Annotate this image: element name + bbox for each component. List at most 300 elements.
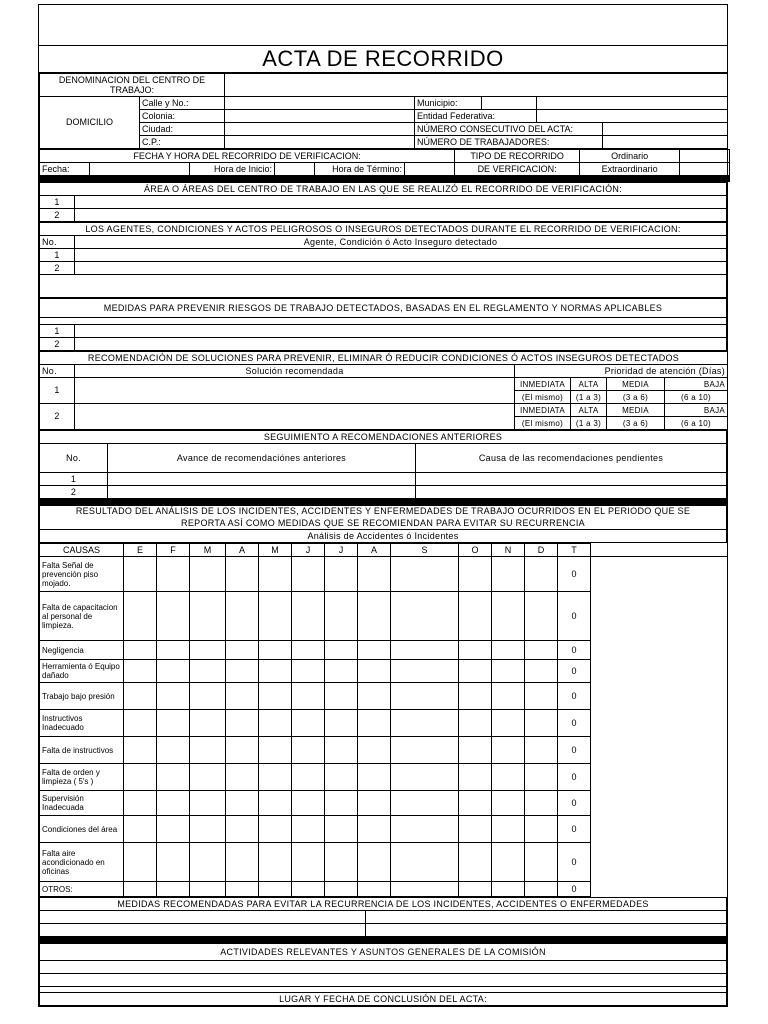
seguimiento-col-no: No. <box>40 444 108 473</box>
causa-month-cell[interactable] <box>190 843 226 882</box>
causa-name: Negligencia <box>40 641 124 660</box>
soluciones-row-no: 1 <box>40 378 75 404</box>
table-row <box>40 764 728 791</box>
causa-month-cell[interactable] <box>190 660 226 683</box>
seguimiento-causa-field[interactable] <box>416 486 727 499</box>
causa-month-cell[interactable] <box>226 882 259 897</box>
month-header: F <box>157 544 190 557</box>
agentes-header: LOS AGENTES, CONDICIONES Y ACTOS PELIGROSOS O INSEGUROS DETECTADOS DURANTE EL RECORRIDO DE VERIFICACION: <box>40 223 727 236</box>
causa-total: 0 <box>558 737 591 764</box>
causa-total: 0 <box>558 683 591 710</box>
causa-month-cell[interactable] <box>391 882 459 897</box>
causa-month-cell[interactable] <box>459 764 492 791</box>
medidas-table <box>39 298 727 351</box>
causa-month-cell[interactable] <box>492 660 525 683</box>
causas-table <box>39 543 727 897</box>
causas-right-blank <box>591 660 728 683</box>
causa-total: 0 <box>558 557 591 592</box>
causa-month-cell[interactable] <box>391 816 459 843</box>
ordinario-checkbox[interactable] <box>680 150 730 163</box>
causa-month-cell[interactable] <box>157 882 190 897</box>
causa-month-cell[interactable] <box>325 816 358 843</box>
causa-month-cell[interactable] <box>492 592 525 641</box>
causa-month-cell[interactable] <box>157 816 190 843</box>
month-header: S <box>391 544 459 557</box>
causas-label: CAUSAS <box>40 544 124 557</box>
causa-month-cell[interactable] <box>459 660 492 683</box>
causa-month-cell[interactable] <box>259 592 292 641</box>
table-row <box>40 882 728 897</box>
table-row <box>40 843 728 882</box>
causa-month-cell[interactable] <box>124 660 157 683</box>
ciudad-field[interactable] <box>225 123 415 136</box>
seguimiento-avance-field[interactable] <box>108 473 416 486</box>
month-header: N <box>492 544 525 557</box>
recurrencia-field-left[interactable] <box>40 911 366 924</box>
causa-month-cell[interactable] <box>525 791 558 816</box>
causa-name: Falta de capacitacion al personal de limpieza. <box>40 592 124 641</box>
causa-month-cell[interactable] <box>259 557 292 592</box>
month-header: J <box>292 544 325 557</box>
causa-month-cell[interactable] <box>157 710 190 737</box>
causa-month-cell[interactable] <box>292 592 325 641</box>
municipio-label: Municipio: <box>415 97 482 110</box>
causa-month-cell[interactable] <box>391 843 459 882</box>
causa-month-cell[interactable] <box>525 660 558 683</box>
causa-month-cell[interactable] <box>358 791 391 816</box>
month-header: M <box>190 544 226 557</box>
causa-month-cell[interactable] <box>459 641 492 660</box>
causa-month-cell[interactable] <box>459 816 492 843</box>
causa-month-cell[interactable] <box>190 592 226 641</box>
causa-month-cell[interactable] <box>325 557 358 592</box>
month-header: M <box>259 544 292 557</box>
causa-month-cell[interactable] <box>292 660 325 683</box>
calle-label: Calle y No.: <box>140 97 225 110</box>
consecutivo-field[interactable] <box>603 123 728 136</box>
media-label[interactable]: MEDIA <box>607 378 665 391</box>
causa-month-cell[interactable] <box>157 791 190 816</box>
alta-sub: (1 a 3) <box>571 417 607 430</box>
trabajadores-field[interactable] <box>603 136 728 149</box>
entidad-label: Entidad Federativa: <box>415 110 537 123</box>
causas-right-blank <box>591 683 728 710</box>
causa-month-cell[interactable] <box>292 737 325 764</box>
causa-month-cell[interactable] <box>391 683 459 710</box>
causa-month-cell[interactable] <box>525 816 558 843</box>
ciudad-label: Ciudad: <box>140 123 225 136</box>
causa-month-cell[interactable] <box>459 683 492 710</box>
causa-month-cell[interactable] <box>525 843 558 882</box>
causa-month-cell[interactable] <box>391 557 459 592</box>
causa-month-cell[interactable] <box>358 660 391 683</box>
causa-name: Instructivos Inadecuado <box>40 710 124 737</box>
causa-month-cell[interactable] <box>525 557 558 592</box>
causas-right-blank <box>591 791 728 816</box>
causa-total: 0 <box>558 882 591 897</box>
causa-month-cell[interactable] <box>157 592 190 641</box>
causa-month-cell[interactable] <box>124 683 157 710</box>
causa-month-cell[interactable] <box>226 737 259 764</box>
table-row <box>40 791 728 816</box>
causa-month-cell[interactable] <box>124 791 157 816</box>
medidas-header: MEDIDAS PARA PREVENIR RIESGOS DE TRABAJO DETECTADOS, BASADAS EN EL REGLAMENTO Y NORMAS APLICABLES <box>40 299 727 318</box>
causa-month-cell[interactable] <box>459 592 492 641</box>
soluciones-col-prio: Prioridad de atención (Días) <box>515 365 728 378</box>
causa-month-cell[interactable] <box>157 683 190 710</box>
causa-total: 0 <box>558 592 591 641</box>
causa-name: Falta Señal de prevención piso mojado. <box>40 557 124 592</box>
lugar-header: LUGAR Y FECHA DE CONCLUSIÓN DEL ACTA: <box>40 993 727 1006</box>
table-row <box>40 816 728 843</box>
medidas-row-field[interactable] <box>75 325 727 338</box>
domicilio-table <box>39 73 728 149</box>
fecha-field[interactable] <box>90 163 190 176</box>
causa-month-cell[interactable] <box>157 764 190 791</box>
causa-month-cell[interactable] <box>492 843 525 882</box>
medidas-row-field[interactable] <box>75 338 727 351</box>
causa-month-cell[interactable] <box>292 710 325 737</box>
causa-name: Falta de orden y limpieza ( 5's ) <box>40 764 124 791</box>
causa-month-cell[interactable] <box>292 816 325 843</box>
causa-month-cell[interactable] <box>259 882 292 897</box>
causa-month-cell[interactable] <box>259 843 292 882</box>
causa-month-cell[interactable] <box>525 737 558 764</box>
causa-month-cell[interactable] <box>325 791 358 816</box>
recurrencia-field-left[interactable] <box>40 924 366 937</box>
causa-total: 0 <box>558 843 591 882</box>
soluciones-table <box>39 351 728 430</box>
agentes-row-no: 2 <box>40 262 75 275</box>
header-table <box>39 5 727 73</box>
causa-month-cell[interactable] <box>124 710 157 737</box>
alta-label[interactable]: ALTA <box>571 404 607 417</box>
seguimiento-col-avance: Avance de recomendaciónes anteriores <box>108 444 416 473</box>
table-row <box>40 641 728 660</box>
inmediata-sub: (El mismo) <box>515 391 571 404</box>
causa-month-cell[interactable] <box>358 764 391 791</box>
month-header: O <box>459 544 492 557</box>
colonia-field[interactable] <box>225 110 415 123</box>
table-row <box>40 592 728 641</box>
causas-right-blank <box>591 557 728 592</box>
recurrencia-header: MEDIDAS RECOMENDADAS PARA EVITAR LA RECURRENCIA DE LOS INCIDENTES, ACCIDENTES O ENFERMEDADES <box>40 898 727 911</box>
resultado-line2: REPORTA ASÍ COMO MEDIDAS QUE SE RECOMIENDAN PARA EVITAR SU RECURRENCIA <box>40 517 727 530</box>
causa-month-cell[interactable] <box>190 737 226 764</box>
acta-form <box>38 4 728 1007</box>
soluciones-row-no: 2 <box>40 404 75 430</box>
causa-month-cell[interactable] <box>292 843 325 882</box>
causa-month-cell[interactable] <box>292 683 325 710</box>
recurrencia-field-right[interactable] <box>366 911 727 924</box>
inmediata-sub: (El mismo) <box>515 417 571 430</box>
causa-month-cell[interactable] <box>492 710 525 737</box>
causa-month-cell[interactable] <box>459 791 492 816</box>
recurrencia-table <box>39 897 727 943</box>
causa-month-cell[interactable] <box>226 683 259 710</box>
causa-month-cell[interactable] <box>292 641 325 660</box>
causa-month-cell[interactable] <box>157 737 190 764</box>
month-header: A <box>358 544 391 557</box>
table-row <box>40 683 728 710</box>
extraordinario-label: Extraordinario <box>580 163 680 176</box>
causa-month-cell[interactable] <box>358 683 391 710</box>
causa-total: 0 <box>558 660 591 683</box>
causa-month-cell[interactable] <box>325 882 358 897</box>
domicilio-label: DOMICILIO <box>40 97 140 149</box>
causa-month-cell[interactable] <box>226 592 259 641</box>
consecutivo-label: NÚMERO CONSECUTIVO DEL ACTA: <box>415 123 603 136</box>
causa-month-cell[interactable] <box>124 641 157 660</box>
causa-month-cell[interactable] <box>190 764 226 791</box>
causa-month-cell[interactable] <box>391 660 459 683</box>
causa-month-cell[interactable] <box>259 683 292 710</box>
causa-month-cell[interactable] <box>525 764 558 791</box>
seguimiento-table <box>39 430 727 505</box>
causa-month-cell[interactable] <box>492 557 525 592</box>
causas-right-blank <box>591 737 728 764</box>
causa-month-cell[interactable] <box>459 557 492 592</box>
month-header: D <box>525 544 558 557</box>
inicio-field[interactable] <box>275 163 315 176</box>
causa-month-cell[interactable] <box>492 816 525 843</box>
causa-month-cell[interactable] <box>492 683 525 710</box>
causas-right-blank <box>591 710 728 737</box>
causa-month-cell[interactable] <box>391 641 459 660</box>
soluciones-col-no: No. <box>40 365 75 378</box>
alta-label[interactable]: ALTA <box>571 378 607 391</box>
causa-month-cell[interactable] <box>190 710 226 737</box>
municipio-field[interactable] <box>482 97 537 110</box>
causa-month-cell[interactable] <box>259 737 292 764</box>
month-header: E <box>124 544 157 557</box>
spacer <box>40 275 727 298</box>
causa-month-cell[interactable] <box>391 791 459 816</box>
calle-field[interactable] <box>225 97 415 110</box>
causa-month-cell[interactable] <box>358 737 391 764</box>
causa-name: Trabajo bajo presión <box>40 683 124 710</box>
seguimiento-col-causa: Causa de las recomendaciones pendientes <box>416 444 727 473</box>
causas-right-blank <box>591 843 728 882</box>
causa-month-cell[interactable] <box>325 660 358 683</box>
causa-month-cell[interactable] <box>190 816 226 843</box>
causa-month-cell[interactable] <box>226 710 259 737</box>
municipio-extra <box>537 97 728 110</box>
cp-field[interactable] <box>225 136 415 149</box>
causa-month-cell[interactable] <box>358 641 391 660</box>
causa-month-cell[interactable] <box>226 843 259 882</box>
causa-month-cell[interactable] <box>525 592 558 641</box>
causa-month-cell[interactable] <box>325 592 358 641</box>
month-header: A <box>226 544 259 557</box>
baja-sub: (6 a 10) <box>665 417 728 430</box>
media-label[interactable]: MEDIA <box>607 404 665 417</box>
causa-month-cell[interactable] <box>358 592 391 641</box>
causa-month-cell[interactable] <box>157 641 190 660</box>
actividades-table <box>39 943 727 1006</box>
seguimiento-row-no: 2 <box>40 486 108 499</box>
seguimiento-header: SEGUIMIENTO A RECOMENDACIONES ANTERIORES <box>40 431 727 444</box>
causa-name: Falta aire acondicionado en oficinas <box>40 843 124 882</box>
extraordinario-checkbox[interactable] <box>680 163 730 176</box>
inmediata-label[interactable]: INMEDIATA <box>515 378 571 391</box>
media-sub: (3 a 6) <box>607 417 665 430</box>
trabajadores-label: NÚMERO DE TRABAJADORES: <box>415 136 603 149</box>
agentes-col-no: No. <box>40 236 75 249</box>
causa-month-cell[interactable] <box>391 737 459 764</box>
causa-name: Supervisión Inadecuada <box>40 791 124 816</box>
causa-month-cell[interactable] <box>190 641 226 660</box>
causa-month-cell[interactable] <box>226 791 259 816</box>
causa-month-cell[interactable] <box>325 764 358 791</box>
causa-month-cell[interactable] <box>358 557 391 592</box>
divider-bar <box>40 499 727 505</box>
resultado-table <box>39 505 727 543</box>
causa-month-cell[interactable] <box>226 641 259 660</box>
baja-label[interactable]: BAJA <box>665 378 728 391</box>
inmediata-label[interactable]: INMEDIATA <box>515 404 571 417</box>
centro-label: DENOMINACION DEL CENTRO DE TRABAJO: <box>40 74 225 97</box>
cp-label: C.P.: <box>140 136 225 149</box>
causas-right-blank <box>591 641 728 660</box>
causa-month-cell[interactable] <box>325 683 358 710</box>
causa-month-cell[interactable] <box>492 791 525 816</box>
areas-table <box>39 182 727 222</box>
entidad-field[interactable] <box>537 110 728 123</box>
causa-month-cell[interactable] <box>124 843 157 882</box>
causa-month-cell[interactable] <box>190 557 226 592</box>
causa-name: OTROS: <box>40 882 124 897</box>
causa-month-cell[interactable] <box>124 816 157 843</box>
causa-month-cell[interactable] <box>325 843 358 882</box>
soluciones-row-field[interactable] <box>75 378 515 404</box>
areas-row-field[interactable] <box>75 209 727 222</box>
causa-month-cell[interactable] <box>190 791 226 816</box>
termino-label: Hora de Término: <box>315 163 405 176</box>
agentes-row-field[interactable] <box>75 249 727 262</box>
causa-month-cell[interactable] <box>358 843 391 882</box>
month-header: J <box>325 544 358 557</box>
causa-month-cell[interactable] <box>292 557 325 592</box>
agentes-table <box>39 222 727 298</box>
causa-month-cell[interactable] <box>459 737 492 764</box>
causa-month-cell[interactable] <box>459 882 492 897</box>
causa-total: 0 <box>558 710 591 737</box>
areas-header: ÁREA O ÁREAS DEL CENTRO DE TRABAJO EN LAS QUE SE REALIZÓ EL RECORRIDO DE VERIFICACIÓN: <box>40 183 727 196</box>
month-header: T <box>558 544 591 557</box>
causa-month-cell[interactable] <box>259 641 292 660</box>
baja-label[interactable]: BAJA <box>665 404 728 417</box>
causa-month-cell[interactable] <box>358 882 391 897</box>
causa-month-cell[interactable] <box>292 882 325 897</box>
causa-month-cell[interactable] <box>124 592 157 641</box>
causa-month-cell[interactable] <box>292 764 325 791</box>
centro-field[interactable] <box>225 74 728 97</box>
causa-month-cell[interactable] <box>124 764 157 791</box>
causa-month-cell[interactable] <box>226 660 259 683</box>
causa-month-cell[interactable] <box>124 882 157 897</box>
seguimiento-avance-field[interactable] <box>108 486 416 499</box>
causas-right-blank <box>591 544 728 557</box>
causa-month-cell[interactable] <box>492 764 525 791</box>
seguimiento-causa-field[interactable] <box>416 473 727 486</box>
soluciones-row-field[interactable] <box>75 404 515 430</box>
baja-sub: (6 a 10) <box>665 391 728 404</box>
causa-total: 0 <box>558 641 591 660</box>
ordinario-label: Ordinario <box>580 150 680 163</box>
causa-month-cell[interactable] <box>259 660 292 683</box>
causas-right-blank <box>591 592 728 641</box>
causa-month-cell[interactable] <box>492 641 525 660</box>
causa-month-cell[interactable] <box>157 557 190 592</box>
divider-bar <box>40 937 727 943</box>
causa-month-cell[interactable] <box>358 710 391 737</box>
causa-month-cell[interactable] <box>391 710 459 737</box>
colonia-label: Colonia: <box>140 110 225 123</box>
causa-month-cell[interactable] <box>259 710 292 737</box>
top-blank-area <box>39 5 727 46</box>
causa-month-cell[interactable] <box>226 764 259 791</box>
causas-right-blank <box>591 764 728 791</box>
causa-month-cell[interactable] <box>124 737 157 764</box>
causa-month-cell[interactable] <box>259 764 292 791</box>
actividades-field[interactable] <box>40 974 727 987</box>
causa-month-cell[interactable] <box>525 882 558 897</box>
causa-month-cell[interactable] <box>525 683 558 710</box>
causa-month-cell[interactable] <box>226 816 259 843</box>
causa-month-cell[interactable] <box>325 710 358 737</box>
causa-month-cell[interactable] <box>358 816 391 843</box>
causa-month-cell[interactable] <box>325 641 358 660</box>
causa-month-cell[interactable] <box>391 764 459 791</box>
causa-month-cell[interactable] <box>492 882 525 897</box>
agentes-row-field[interactable] <box>75 262 727 275</box>
causa-month-cell[interactable] <box>459 710 492 737</box>
areas-row-no: 1 <box>40 196 75 209</box>
inicio-label: Hora de Inicio: <box>190 163 275 176</box>
soluciones-header: RECOMENDACIÓN DE SOLUCIONES PARA PREVENIR, ELIMINAR Ó REDUCIR CONDICIONES Ó ACTOS INSEGUROS DETECTADOS <box>40 352 728 365</box>
causa-month-cell[interactable] <box>259 816 292 843</box>
causa-month-cell[interactable] <box>157 660 190 683</box>
causa-month-cell[interactable] <box>292 791 325 816</box>
analisis-header: Análisis de Accidentes ó Incidentes <box>40 530 727 543</box>
causa-month-cell[interactable] <box>190 683 226 710</box>
causas-right-blank <box>591 882 728 897</box>
causa-month-cell[interactable] <box>391 592 459 641</box>
causa-month-cell[interactable] <box>325 737 358 764</box>
causa-month-cell[interactable] <box>259 791 292 816</box>
causa-month-cell[interactable] <box>492 737 525 764</box>
causa-month-cell[interactable] <box>226 557 259 592</box>
termino-field[interactable] <box>405 163 455 176</box>
divider-bar <box>40 176 730 182</box>
recurrencia-field-right[interactable] <box>366 924 727 937</box>
causa-month-cell[interactable] <box>190 882 226 897</box>
causa-month-cell[interactable] <box>157 843 190 882</box>
causa-month-cell[interactable] <box>525 710 558 737</box>
table-row <box>40 660 728 683</box>
soluciones-col-sol: Solución recomendada <box>75 365 515 378</box>
causa-total: 0 <box>558 764 591 791</box>
agentes-col-agente: Agente, Condición ó Acto Inseguro detectado <box>75 236 727 249</box>
tipo-label-1: TIPO DE RECORRIDO <box>455 150 580 163</box>
causa-month-cell[interactable] <box>124 557 157 592</box>
areas-row-field[interactable] <box>75 196 727 209</box>
causa-month-cell[interactable] <box>459 843 492 882</box>
actividades-field[interactable] <box>40 961 727 974</box>
spacer <box>40 318 727 325</box>
causa-month-cell[interactable] <box>525 641 558 660</box>
